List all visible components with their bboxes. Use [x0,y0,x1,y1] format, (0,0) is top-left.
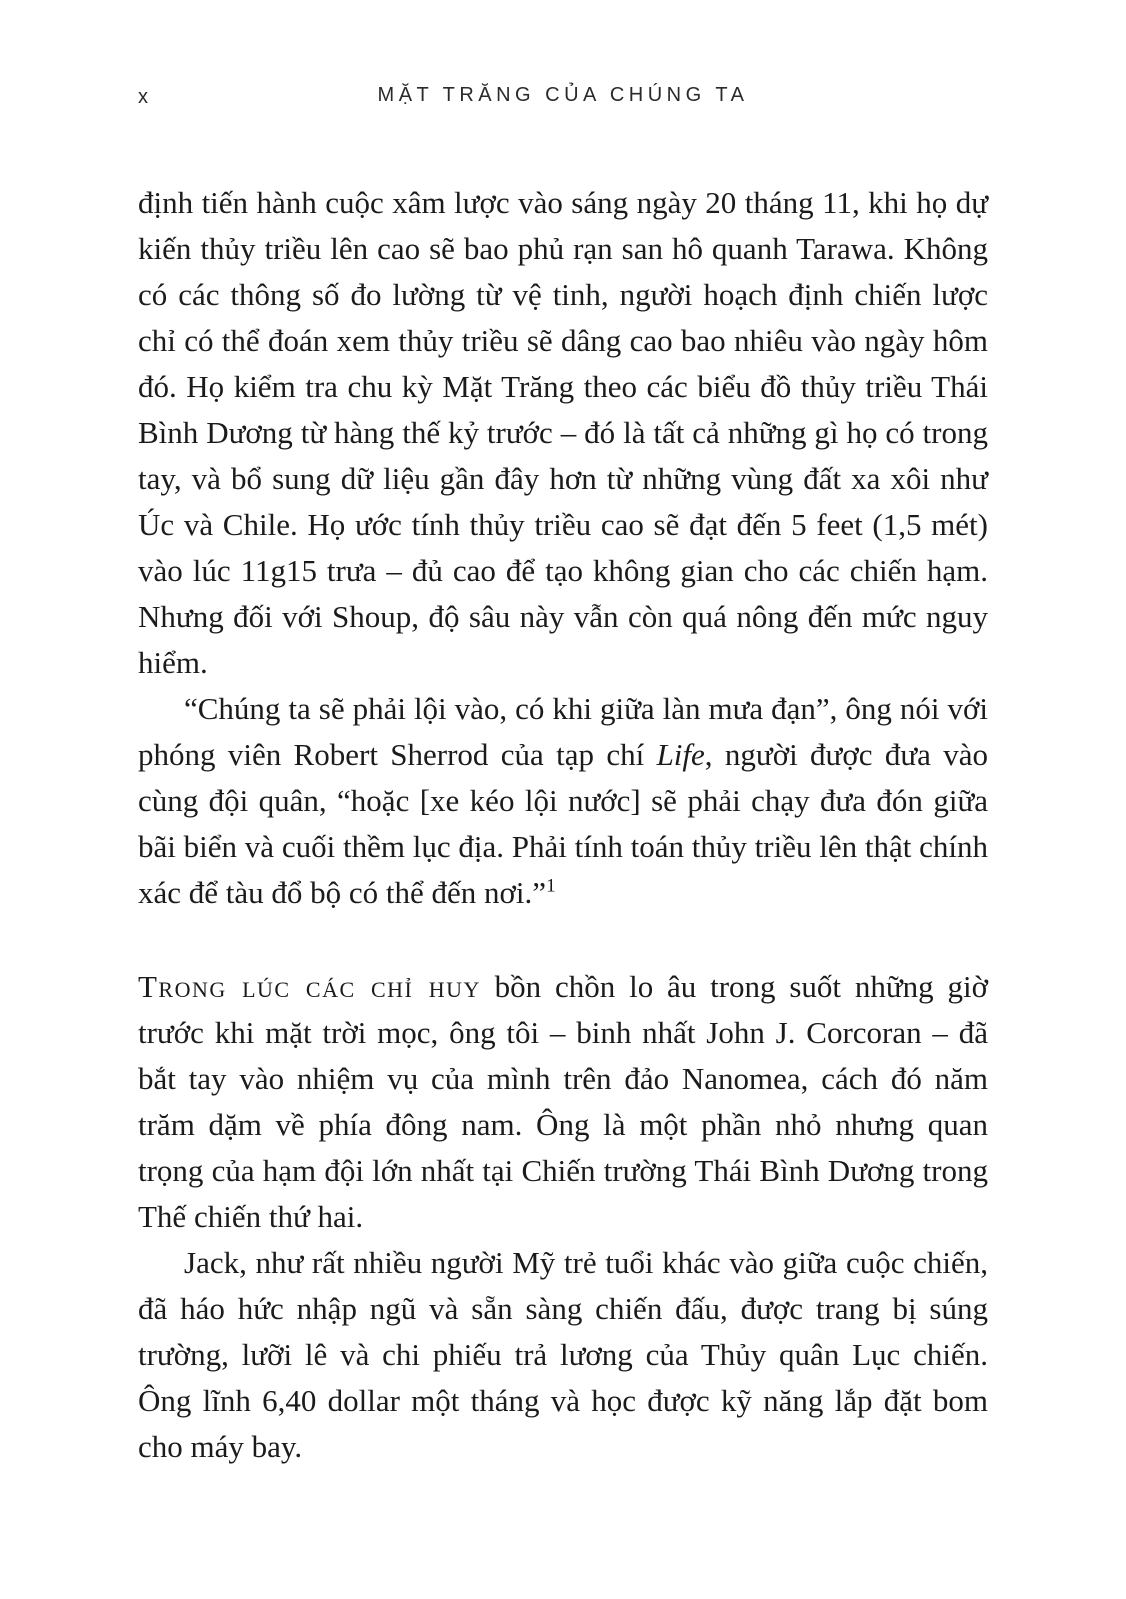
text-segment: Trong lúc các chỉ huy [138,969,481,1004]
text-segment: bồn chồn lo âu trong suốt những giờ trước khi mặt trời mọc, ông tôi – binh nhất John J. Corcoran – đã bắt tay vào nhiệm vụ của mình trên đảo Nanomea, cách đó năm trăm dặm về phía đông nam. Ông là một phần nhỏ nhưng quan trọng của hạm đội lớn nhất tại Chiến trường Thái Bình Dương trong Thế chiến thứ hai. [138,969,988,1234]
text-segment: Jack, như rất nhiều người Mỹ trẻ tuổi khác vào giữa cuộc chiến, đã háo hức nhập ngũ và sẵn sàng chiến đấu, được trang bị súng trường, lưỡi lê và chi phiếu trả lương của Thủy quân Lục chiến. Ông lĩnh 6,40 dollar một tháng và học được kỹ năng lắp đặt bom cho máy bay. [138,1245,988,1464]
paragraph [138,964,988,1240]
paragraph [138,686,988,916]
text-segment: , người được đưa vào cùng đội quân, “hoặc [xe kéo lội nước] sẽ phải chạy đưa đón giữa bãi biển và cuối thềm lục địa. Phải tính toán thủy triều lên thật chính xác để tàu đổ bộ có thể đến nơi.” [138,737,988,910]
text-segment: Life [656,737,705,772]
running-title: MẶT TRĂNG CỦA CHÚNG TA [377,84,749,106]
text-segment: “Chúng ta sẽ phải lội vào, có khi giữa làn mưa đạn”, ông nói với phóng viên Robert Sherrod của tạp chí [138,691,988,772]
paragraph [138,180,988,686]
page-header [138,84,988,112]
footnote-reference: 1 [546,875,556,897]
text-segment: định tiến hành cuộc xâm lược vào sáng ngày 20 tháng 11, khi họ dự kiến thủy triều lên cao sẽ bao phủ rạn san hô quanh Tarawa. Không có các thông số đo lường từ vệ tinh, người hoạch định chiến lược chỉ có thể đoán xem thủy triều sẽ dâng cao bao nhiêu vào ngày hôm đó. Họ kiểm tra chu kỳ Mặt Trăng theo các biểu đồ thủy triều Thái Bình Dương từ hàng thế kỷ trước – đó là tất cả những gì họ có trong tay, và bổ sung dữ liệu gần đây hơn từ những vùng đất xa xôi như Úc và Chile. Họ ước tính thủy triều cao sẽ đạt đến 5 feet (1,5 mét) vào lúc 11g15 trưa – đủ cao để tạo không gian cho các chiến hạm. Nhưng đối với Shoup, độ sâu này vẫn còn quá nông đến mức nguy hiểm. [138,185,988,680]
paragraph [138,1240,988,1470]
body-text [138,180,988,1470]
page-number: x [138,86,149,108]
